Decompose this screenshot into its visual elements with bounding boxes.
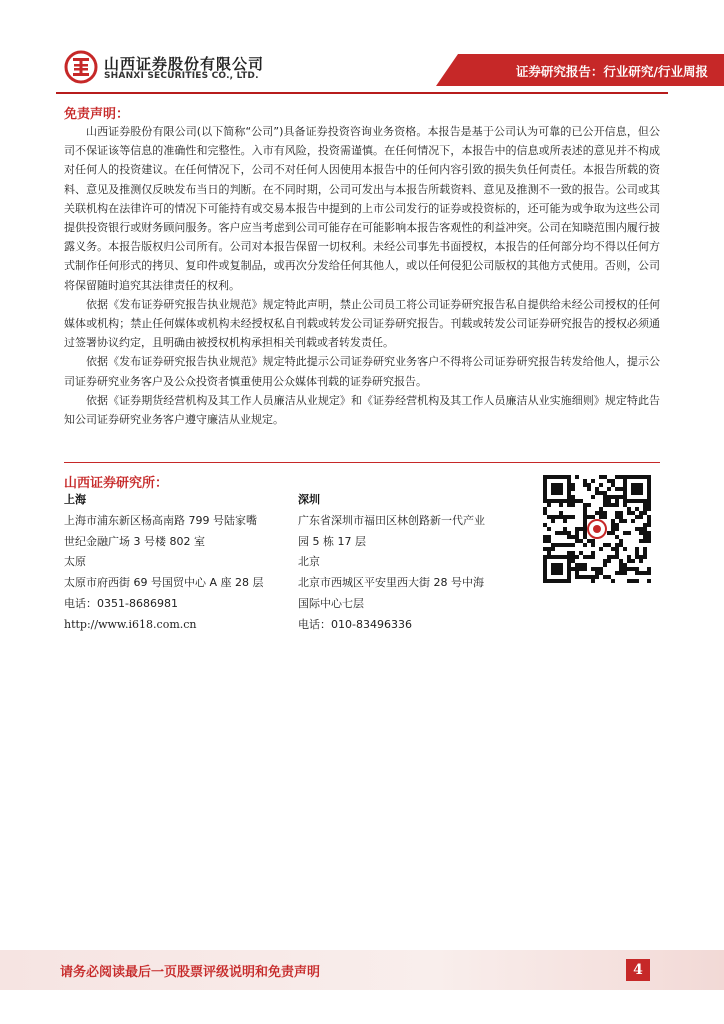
office-shanghai-address: 世纪金融广场 3 号楼 802 室	[64, 534, 205, 548]
company-logo-icon	[64, 50, 98, 84]
office-beijing-address: 国际中心七层	[298, 596, 364, 610]
disclaimer-paragraph: 山西证券股份有限公司(以下简称“公司”)具备证券投资咨询业务资格。本报告是基于公司认为可靠的已公开信息，但公司不保证该等信息的准确性和完整性。入市有风险，投资需谨慎。在任何情况下，本报告中的信息或所表述的意见并不构成对任何人的投资建议。在任何情况下，公司不对任何人因使用本报告中的任何内容引致的损失负任何责任。本报告所载的资料、意见及推测仅反映发布当日的判断。在不同时期，公司可发出与本报告所载资料、意见及推测不一致的报告。公司或其关联机构在法律许可的情况下可能持有或交易本报告中提到的上市公司发行的证券或投资标的，还可能为或争取为这些公司提供投资银行或财务顾问服务。客户应当考虑到公司可能存在可能影响本报告客观性的利益冲突。公司在知晓范围内履行披露义务。本报告版权归公司所有。公司对本报告保留一切权利。未经公司事先书面授权，本报告的任何部分均不得以任何方式制作任何形式的拷贝、复印件或复制品，或再次分发给任何其他人，或以任何侵犯公司版权的其他方式使用。否则，公司将保留随时追究其法律责任的权利。	[64, 125, 660, 292]
office-beijing-name: 北京	[298, 555, 320, 569]
disclaimer-body	[64, 122, 660, 429]
office-shenzhen-address: 广东省深圳市福田区林创路新一代产业	[298, 513, 485, 527]
office-beijing-phone: 电话：010-83496336	[298, 617, 412, 631]
institute-title: 山西证券研究所：	[64, 476, 169, 491]
company-name-en: SHANXI SECURITIES CO., LTD.	[104, 71, 259, 81]
office-right	[298, 490, 485, 636]
report-category: 证券研究报告：行业研究/行业周报	[515, 64, 708, 79]
page-header	[0, 0, 724, 100]
disclaimer-paragraph: 依据《发布证券研究报告执业规范》规定特此声明，禁止公司员工将公司证券研究报告私自提供给未经公司授权的任何媒体或机构；禁止任何媒体或机构未经授权私自刊载或转发公司证券研究报告。刊载或转发公司证券研究报告的授权必须通过签署协议约定，且明确由被授权机构承担相关刊载或者转发责任。	[64, 297, 660, 350]
office-taiyuan-name: 太原	[64, 555, 86, 569]
company-name-cn: 山西证券股份有限公司	[104, 55, 265, 73]
office-shanghai-name: 上海	[64, 493, 86, 506]
office-shenzhen-address: 园 5 栋 17 层	[298, 534, 366, 548]
disclaimer-paragraph: 依据《证券期货经营机构及其工作人员廉洁从业规定》和《证券经营机构及其工作人员廉洁从业实施细则》规定特此告知公司证券研究业务客户遵守廉洁从业规定。	[64, 393, 660, 427]
office-left	[64, 490, 264, 636]
office-taiyuan-address: 太原市府西街 69 号国贸中心 A 座 28 层	[64, 576, 264, 590]
footer-notice: 请务必阅读最后一页股票评级说明和免责声明	[60, 965, 321, 980]
office-shanghai-address: 上海市浦东新区杨高南路 799 号陆家嘴	[64, 513, 257, 527]
office-shenzhen-name: 深圳	[298, 493, 320, 506]
header-divider	[56, 92, 668, 94]
office-taiyuan-phone: 电话：0351-8686981	[64, 596, 178, 610]
qr-code-icon	[543, 475, 651, 583]
page-number: 4	[626, 959, 650, 981]
section-divider	[64, 462, 660, 463]
office-beijing-address: 北京市西城区平安里西大街 28 号中海	[298, 576, 484, 590]
disclaimer-title: 免责声明：	[64, 107, 130, 122]
website-link[interactable]: http://www.i618.com.cn	[64, 617, 197, 631]
disclaimer-paragraph: 依据《发布证券研究报告执业规范》规定特此提示公司证券研究业务客户不得将公司证券研究报告转发给他人，提示公司证券研究业务客户及公众投资者慎重使用公众媒体刊载的证券研究报告。	[64, 355, 660, 388]
